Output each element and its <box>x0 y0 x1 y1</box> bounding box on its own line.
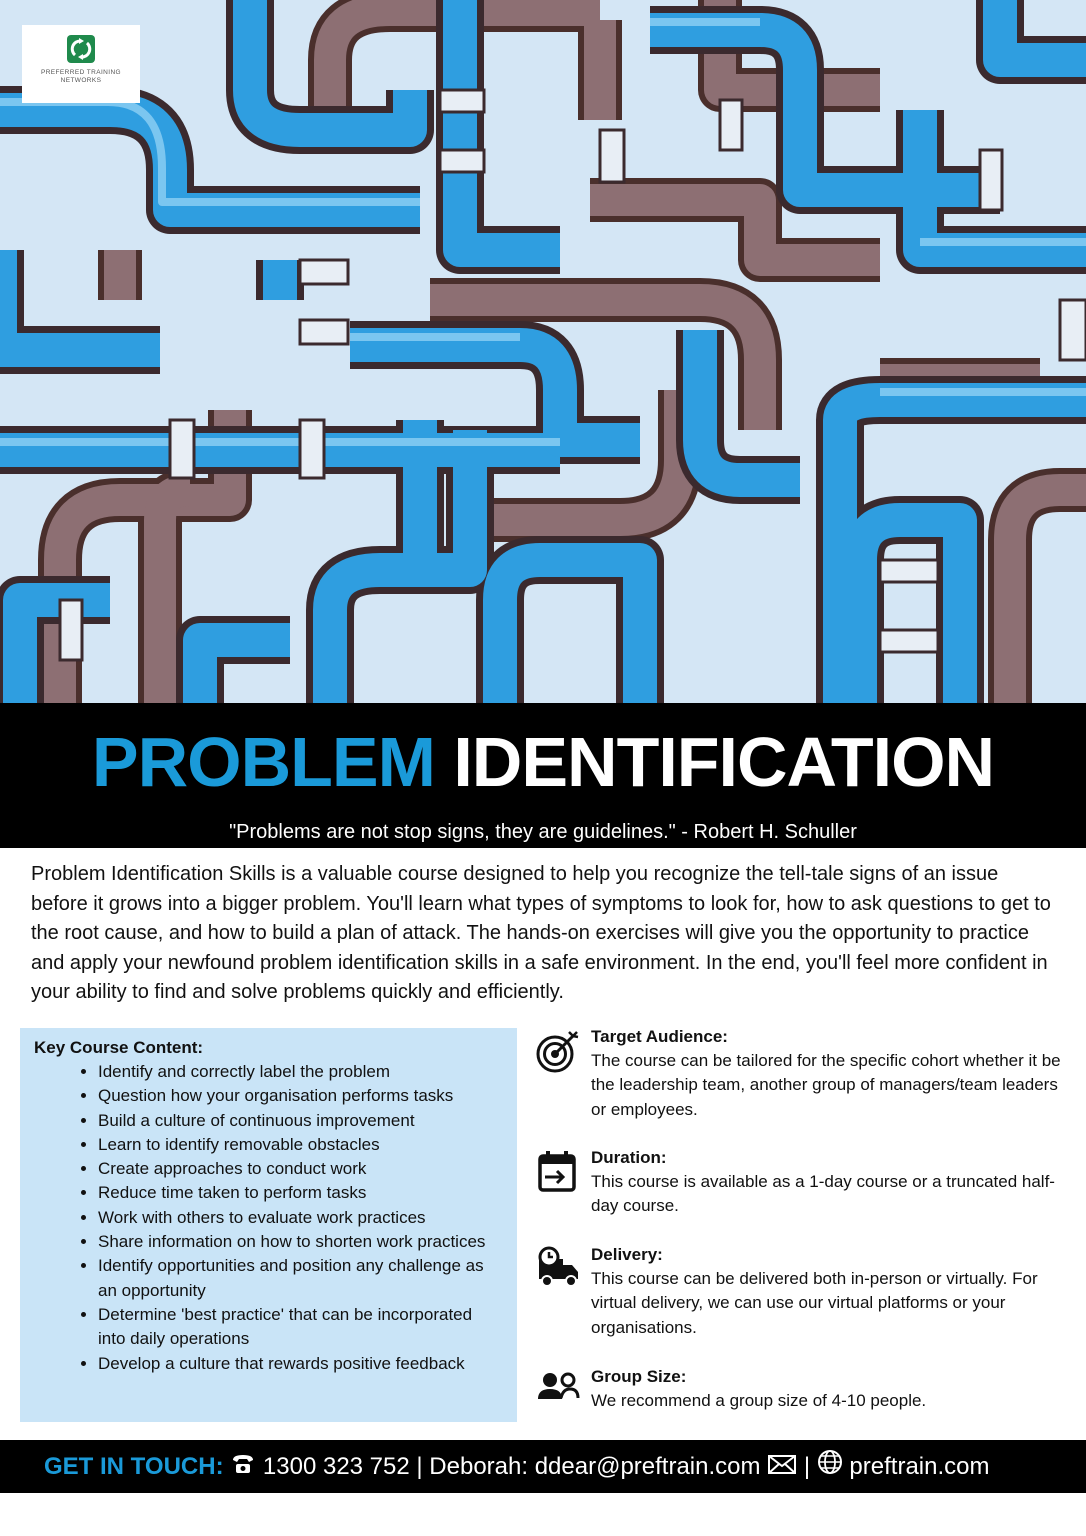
website-link[interactable]: preftrain.com <box>849 1453 990 1480</box>
list-item: • Build a culture of continuous improvement <box>98 1109 503 1133</box>
pipes-illustration <box>0 0 1086 703</box>
logo-brand-name: PREFERRED TRAINING NETWORKS <box>40 69 122 84</box>
separator: | <box>416 1453 423 1480</box>
target-audience-section <box>535 1025 1065 1122</box>
contact-email[interactable]: Deborah: ddear@preftrain.com <box>429 1453 761 1480</box>
phone-icon <box>230 1441 256 1494</box>
duration-heading: Duration: <box>591 1148 667 1167</box>
title-word-identification: IDENTIFICATION <box>453 723 995 801</box>
title-word-problem: PROBLEM <box>91 723 435 801</box>
hero-image <box>0 0 1086 703</box>
delivery-truck-icon <box>535 1245 581 1291</box>
target-audience-text: The course can be tailored for the specific cohort whether it be the leadership team, another group of managers/team leaders or employees. <box>591 1051 1061 1119</box>
delivery-heading: Delivery: <box>591 1245 663 1264</box>
people-icon <box>535 1367 581 1413</box>
group-size-text: We recommend a group size of 4-10 people. <box>591 1391 927 1410</box>
mail-icon <box>767 1441 797 1494</box>
get-in-touch-label: GET IN TOUCH: <box>44 1453 224 1480</box>
group-size-heading: Group Size: <box>591 1367 687 1386</box>
target-icon <box>535 1027 581 1073</box>
list-item: • Question how your organisation performs tasks <box>98 1084 503 1108</box>
key-content-list <box>34 1060 503 1376</box>
key-course-content-panel <box>20 1028 517 1422</box>
logo-mark-icon <box>67 35 95 63</box>
separator: | <box>803 1453 811 1480</box>
phone-number[interactable]: 1300 323 752 <box>262 1453 410 1480</box>
page-title <box>0 703 1086 803</box>
list-item: • Share information on how to shorten work practices <box>98 1230 503 1254</box>
globe-icon <box>817 1441 843 1494</box>
duration-section <box>535 1146 1065 1219</box>
target-audience-heading: Target Audience: <box>591 1027 728 1046</box>
course-description: Problem Identification Skills is a valuable course designed to help you recognize the tell-tale signs of an issue before it grows into a bigger problem. You'll learn what types of symptoms to look for, how to ask questions to get to the root cause, and how to build a plan of attack. The hands-on exercises will give you the opportunity to practice and apply your newfound problem identification skills in a safe environment. In the end, you'll feel more confident in your ability to find and solve problems quickly and efficiently. <box>31 863 1051 1003</box>
list-item: • Learn to identify removable obstacles <box>98 1133 503 1157</box>
list-item: • Determine 'best practice' that can be incorporated into daily operations <box>98 1303 503 1352</box>
duration-text: This course is available as a 1-day course or a truncated half-day course. <box>591 1172 1055 1216</box>
key-content-heading: Key Course Content: <box>34 1038 204 1057</box>
delivery-text: This course can be delivered both in-person or virtually. For virtual delivery, we can use our virtual platforms or your organisations. <box>591 1269 1038 1337</box>
list-item: • Identify and correctly label the problem <box>98 1060 503 1084</box>
list-item: • Create approaches to conduct work <box>98 1157 503 1181</box>
quote: "Problems are not stop signs, they are guidelines." - Robert H. Schuller <box>229 821 857 843</box>
list-item: • Develop a culture that rewards positive feedback <box>98 1352 503 1376</box>
list-item: • Work with others to evaluate work practices <box>98 1206 503 1230</box>
list-item: • Reduce time taken to perform tasks <box>98 1181 503 1205</box>
title-band <box>0 703 1086 848</box>
delivery-section <box>535 1243 1065 1340</box>
calendar-icon <box>535 1148 581 1194</box>
group-size-section <box>535 1365 1065 1413</box>
list-item: • Identify opportunities and position any challenge as an opportunity <box>98 1254 503 1303</box>
company-logo <box>22 25 140 103</box>
contact-footer <box>0 1440 1086 1493</box>
